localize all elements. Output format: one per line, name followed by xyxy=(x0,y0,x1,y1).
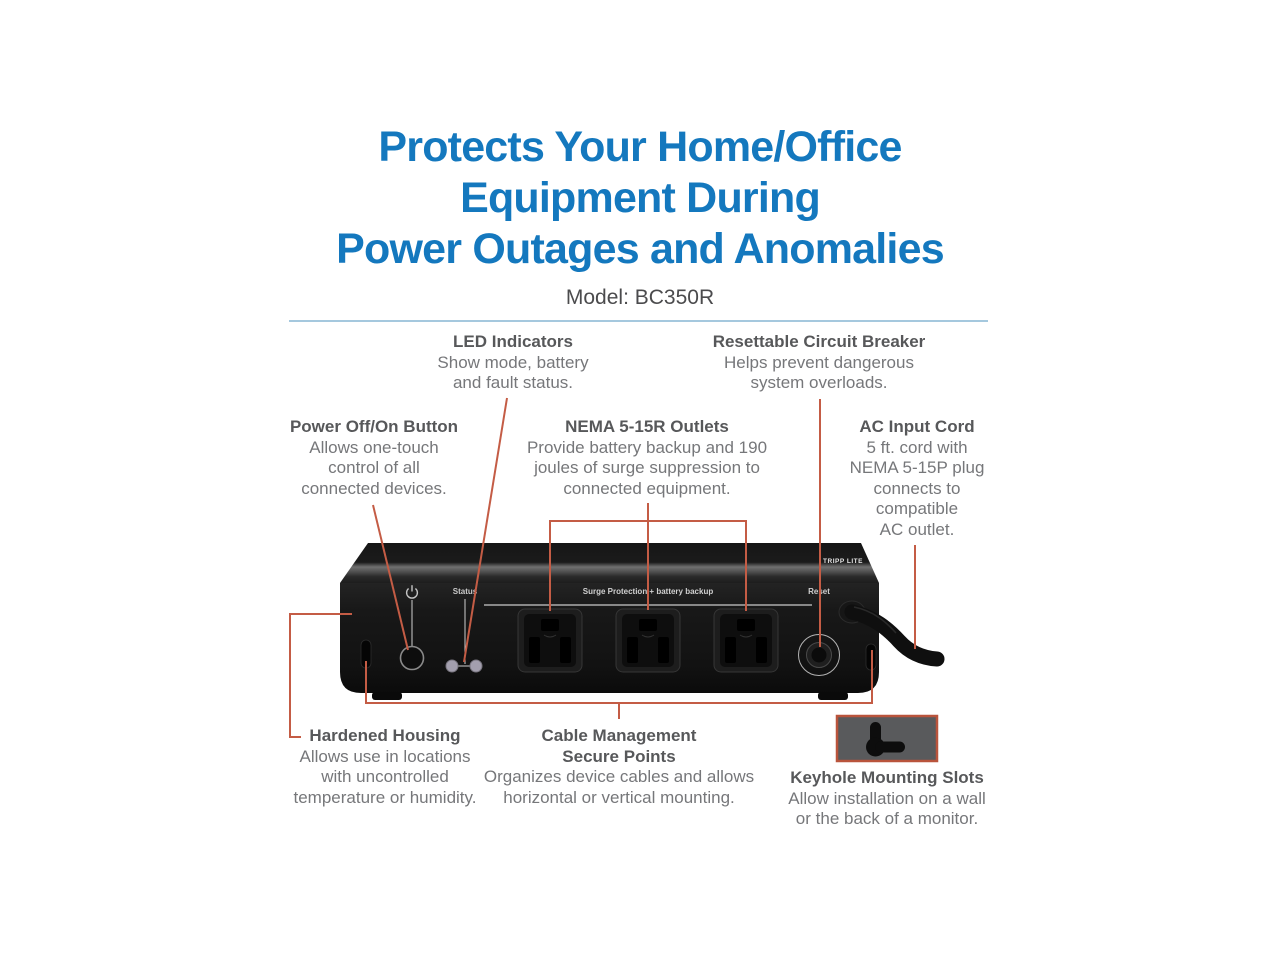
callout-body-line: Allows one-touch xyxy=(309,437,439,457)
led-indicator-2 xyxy=(470,660,482,672)
outlet-1 xyxy=(518,609,582,672)
callout-housing xyxy=(294,726,477,808)
model-number: Model: BC350R xyxy=(565,286,715,309)
callout-heading: LED Indicators xyxy=(453,332,573,351)
callout-heading: Resettable Circuit Breaker xyxy=(712,332,926,351)
callout-body-line: joules of surge suppression to xyxy=(534,458,760,477)
callout-body-line: and fault status. xyxy=(452,373,574,392)
reset-label: Reset xyxy=(808,587,830,596)
divider-line xyxy=(289,320,988,322)
page-title xyxy=(0,122,1280,275)
callout-body-line: control of all xyxy=(328,458,420,477)
callout-led-indicators xyxy=(437,332,588,394)
callout-body-line: or the back of a monitor. xyxy=(795,809,979,828)
callout-body-line: Provide battery backup and 190 xyxy=(526,437,768,457)
callout-power-button xyxy=(290,417,458,499)
callout-body-line: system overloads. xyxy=(750,373,888,392)
callout-heading: Secure Points xyxy=(562,746,676,766)
callout-heading: Keyhole Mounting Slots xyxy=(790,768,984,787)
outlet-3 xyxy=(714,609,778,672)
led-indicator-1 xyxy=(446,660,458,672)
callout-body-line: connects to xyxy=(873,478,961,498)
callout-body-line: temperature or humidity. xyxy=(293,787,477,807)
callout-body-line: Helps prevent dangerous xyxy=(724,352,914,372)
callout-body-line: Organizes device cables and allows xyxy=(483,767,755,786)
power-button xyxy=(401,647,424,670)
callout-body-line: connected devices. xyxy=(301,478,447,498)
brand-logo: TRIPP LITE xyxy=(823,558,863,565)
callout-body-line: Allow installation on a wall xyxy=(788,788,986,808)
callout-heading: Power Off/On Button xyxy=(289,417,459,436)
callout-body-line: connected equipment. xyxy=(563,478,731,498)
outlet-2 xyxy=(616,609,680,672)
callout-body-line: compatible xyxy=(875,499,959,518)
surge-label: Surge Protection + battery backup xyxy=(582,587,714,596)
keyhole-inset xyxy=(837,716,937,761)
callout-body-line: horizontal or vertical mounting. xyxy=(503,787,735,807)
callout-body-line: 5 ft. cord with xyxy=(866,437,968,457)
callout-keyhole xyxy=(788,768,986,830)
callout-heading: AC Input Cord xyxy=(859,417,975,436)
callout-body-line: Allows use in locations xyxy=(299,746,471,766)
callout-body-line: AC outlet. xyxy=(879,519,955,539)
device-foot-right xyxy=(818,692,848,700)
callout-heading: Hardened Housing xyxy=(309,726,461,745)
callout-outlets xyxy=(527,417,767,499)
callout-cable-mgmt xyxy=(484,726,754,808)
title-line-2: Equipment During xyxy=(460,174,820,222)
status-label: Status xyxy=(452,587,478,596)
callout-circuit-breaker xyxy=(713,332,926,394)
callout-ac-input xyxy=(850,417,985,540)
title-line-3: Power Outages and Anomalies xyxy=(336,225,944,273)
callout-body-line: NEMA 5-15P plug xyxy=(849,458,985,477)
callout-heading: NEMA 5-15R Outlets xyxy=(565,417,729,436)
callout-body-line: Show mode, battery xyxy=(437,352,589,372)
title-line-1: Protects Your Home/Office xyxy=(378,123,902,171)
callout-body-line: with uncontrolled xyxy=(321,767,449,786)
device-foot-left xyxy=(372,692,402,700)
callout-heading: Cable Management xyxy=(541,726,697,745)
ups-chassis xyxy=(340,543,879,700)
